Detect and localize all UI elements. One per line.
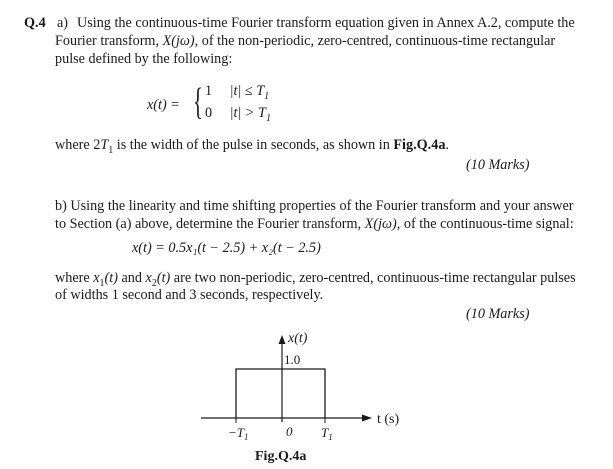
- part-b-ft-symbol: X(jω): [364, 216, 397, 232]
- part-b-label: b): [55, 198, 67, 214]
- x-axis-arrow-icon: [362, 415, 372, 422]
- where-end: .: [445, 137, 449, 153]
- where1-post: are two non-periodic, zero-centred, continuous-time rectangular pulses: [170, 270, 576, 286]
- part-b-equation: x(t) = 0.5x₁(t − 2.5) + x₂(t − 2.5): [132, 240, 321, 256]
- where1-x1: x: [93, 270, 100, 286]
- tick-pos-sub: 1: [328, 432, 333, 442]
- question-number: Q.4: [24, 15, 46, 31]
- part-a-line-2-post: , of the non-periodic, zero-centred, continuous-time rectangular: [194, 33, 556, 49]
- part-b-marks: (10 Marks): [466, 306, 530, 322]
- where1-t2: (t): [156, 270, 171, 286]
- part-b-where-2: of widths 1 second and 3 seconds, respectively.: [55, 287, 324, 303]
- fourier-transform-symbol: X(jω): [162, 33, 195, 49]
- part-b-line-1-text: Using the linearity and time shifting properties of the Fourier transform and your answer: [70, 198, 574, 214]
- figure-caption: Fig.Q.4a: [255, 449, 307, 464]
- part-a-line-1: Using the continuous-time Fourier transform equation given in Annex A.2, compute the: [77, 15, 575, 31]
- where-sub: 1: [108, 144, 114, 156]
- where1-x2-sub: 2: [151, 277, 157, 289]
- tick-pos-label: [321, 425, 333, 442]
- case-1-condition: |t| ≤ T: [229, 83, 265, 99]
- rectangular-pulse: [236, 369, 325, 418]
- where1-t1: (t): [104, 270, 118, 286]
- case-2-value: 0: [205, 105, 213, 121]
- case-1-value: 1: [205, 83, 213, 99]
- part-a-line-2-pre: Fourier transform,: [55, 33, 163, 49]
- y-axis-arrow-icon: [279, 335, 286, 344]
- part-a-label: a): [57, 15, 69, 31]
- equation-brace: {: [193, 81, 204, 123]
- where1-x1-sub: 1: [99, 277, 105, 289]
- where1-x2: x: [145, 270, 152, 286]
- where-pre: where 2: [55, 137, 101, 153]
- case-2-condition: |t| > T: [229, 105, 266, 121]
- where1-and: and: [117, 270, 146, 286]
- amplitude-label: 1.0: [284, 352, 301, 367]
- case-2-sub: 1: [265, 112, 271, 124]
- part-a-line-3: pulse defined by the following:: [55, 51, 233, 67]
- figure-reference: Fig.Q.4a: [393, 137, 446, 153]
- tick-zero-label: 0: [286, 424, 293, 439]
- case-1-sub: 1: [264, 90, 270, 102]
- tick-neg-text: −T: [228, 425, 245, 440]
- tick-neg-label: [228, 425, 249, 442]
- y-axis-label: x(t): [288, 331, 308, 346]
- where-symbol: T: [100, 137, 109, 153]
- where-mid: is the width of the pulse in seconds, as shown in: [113, 137, 394, 153]
- part-b-line-2-post: , of the continuous-time signal:: [396, 216, 574, 232]
- where1-pre: where: [55, 270, 94, 286]
- part-a-marks: (10 Marks): [466, 157, 530, 173]
- x-axis-label: t (s): [377, 412, 400, 427]
- part-b-line-2-pre: to Section (a) above, determine the Fourier transform,: [55, 216, 365, 232]
- equation-lhs: x(t) =: [147, 97, 180, 113]
- tick-pos-text: T: [321, 425, 329, 440]
- tick-neg-sub: 1: [244, 432, 249, 442]
